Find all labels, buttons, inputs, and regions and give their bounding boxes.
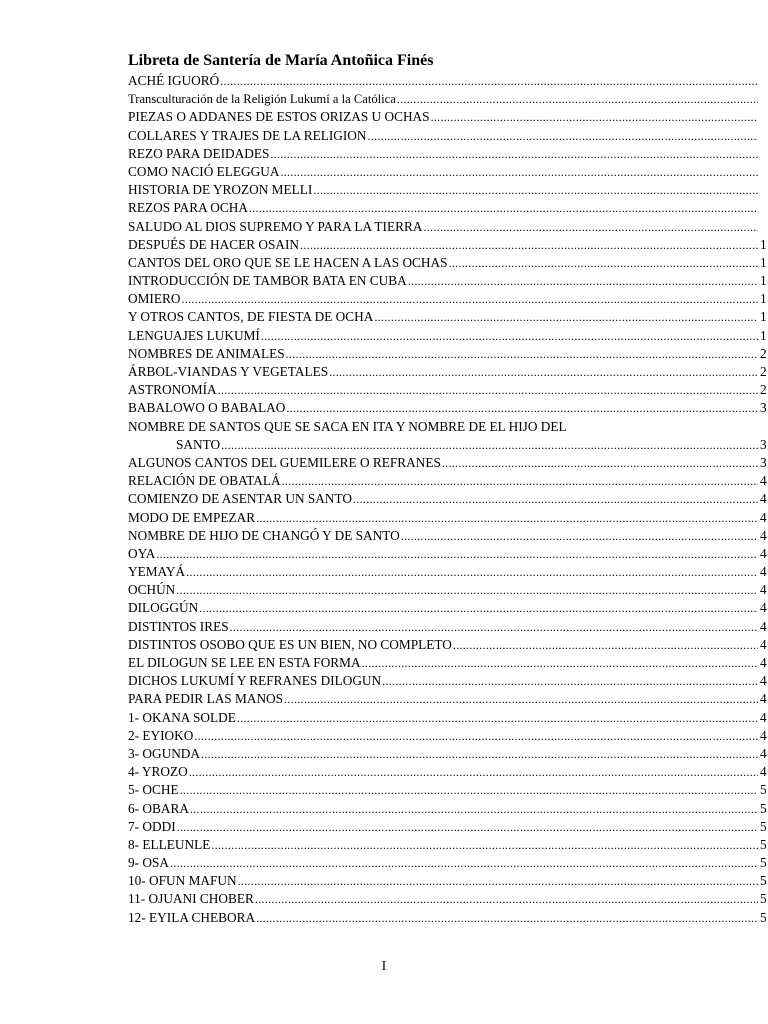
toc-entry-label: NOMBRE DE HIJO DE CHANGÓ Y DE SANTO (128, 527, 400, 543)
dot-leader (156, 545, 758, 563)
toc-page-number: 4 (760, 582, 767, 598)
toc-entry (128, 272, 768, 290)
toc-page-number: 4 (760, 727, 767, 743)
toc-entry-label: REZO PARA DEIDADES (128, 145, 270, 161)
toc-entry-label: DISTINTOS IRES (128, 618, 229, 634)
dot-leader (218, 381, 758, 399)
toc-entry-label: DISTINTOS OSOBO QUE ES UN BIEN, NO COMPLETO (128, 636, 452, 652)
toc-entry-label-continued: SANTO (176, 436, 221, 452)
toc-entry (128, 890, 768, 908)
toc-entry (128, 327, 768, 345)
toc-page-number: 4 (760, 545, 767, 561)
toc-entry (128, 381, 768, 399)
toc-entry (128, 236, 768, 254)
dot-leader (397, 90, 758, 108)
dot-leader (238, 872, 758, 890)
dot-leader (453, 636, 758, 654)
toc-entry-label: COMO NACIÓ ELEGGUA (128, 163, 280, 179)
toc-page-number: 5 (760, 855, 767, 871)
dot-leader (280, 163, 758, 181)
toc-page-number: 5 (760, 873, 767, 889)
toc-entry-label: NOMBRES DE ANIMALES (128, 345, 285, 361)
toc-entry (128, 836, 768, 854)
dot-leader (362, 654, 758, 672)
toc-entry-label: ÁRBOL-VIANDAS Y VEGETALES (128, 364, 329, 379)
toc-entry-label: MODO DE EMPEZAR (128, 509, 256, 525)
dot-leader (374, 308, 758, 326)
dot-leader (286, 345, 758, 363)
toc-page-number: 4 (760, 600, 767, 616)
toc-page-number: 5 (760, 891, 767, 907)
dot-leader (176, 581, 758, 599)
toc-entry (128, 872, 768, 890)
dot-leader (230, 618, 758, 636)
toc-page-number: 1 (760, 309, 767, 325)
table-of-contents (128, 72, 768, 927)
toc-entry-label: OCHÚN (128, 582, 176, 598)
toc-entry (128, 672, 768, 690)
toc-page-number: 2 (760, 364, 767, 379)
dot-leader (423, 218, 758, 236)
dot-leader (201, 745, 758, 763)
document-page (128, 52, 768, 927)
dot-leader (313, 181, 758, 199)
dot-leader (186, 563, 758, 581)
toc-entry (128, 781, 768, 799)
dot-leader (199, 599, 758, 617)
dot-leader (189, 763, 758, 781)
toc-entry-label: OYA (128, 545, 156, 561)
toc-page-number: 4 (760, 636, 767, 652)
toc-page-number: 2 (760, 382, 767, 398)
toc-entry (128, 599, 768, 617)
toc-page-number: 5 (760, 818, 767, 834)
toc-entry (128, 800, 768, 818)
toc-entry-label: 12- EYILA CHEBORA (128, 909, 256, 925)
toc-page-number: 1 (760, 291, 767, 307)
toc-entry-label: 10- OFUN MAFUN (128, 873, 237, 889)
toc-entry-label: INTRODUCCIÓN DE TAMBOR BATA EN CUBA (128, 273, 407, 289)
dot-leader (256, 909, 758, 927)
toc-entry (128, 563, 768, 581)
toc-entry-label: YEMAYÁ (128, 564, 186, 580)
toc-entry-label: EL DILOGUN SE LEE EN ESTA FORMA (128, 655, 361, 671)
toc-entry-label: COLLARES Y TRAJES DE LA RELIGION (128, 127, 367, 143)
toc-entry (128, 490, 768, 508)
dot-leader (401, 527, 758, 545)
toc-entry (128, 345, 768, 363)
toc-entry-label: 8- ELLEUNLE (128, 836, 211, 852)
toc-page-number: 4 (760, 473, 767, 489)
dot-leader (382, 672, 758, 690)
dot-leader (221, 436, 758, 454)
toc-page-number: 4 (760, 491, 767, 507)
toc-entry-label: LENGUAJES LUKUMÍ (128, 327, 260, 343)
toc-entry (128, 163, 768, 181)
dot-leader (181, 290, 758, 308)
toc-entry (128, 745, 768, 763)
dot-leader (284, 690, 758, 708)
toc-page-number: 5 (760, 800, 767, 816)
toc-entry-label: NOMBRE DE SANTOS QUE SE SACA EN ITA Y NOMBRE DE EL HIJO DEL (128, 418, 567, 434)
toc-page-number: 3 (760, 436, 767, 452)
toc-entry (128, 709, 768, 727)
toc-page-number: 1 (760, 254, 767, 270)
toc-entry-label: CANTOS DEL ORO QUE SE LE HACEN A LAS OCHAS (128, 254, 448, 270)
toc-entry (128, 527, 768, 545)
toc-page-number: 4 (760, 509, 767, 525)
toc-entry (128, 636, 768, 654)
dot-leader (270, 145, 758, 163)
toc-entry-label: COMIENZO DE ASENTAR UN SANTO (128, 491, 353, 507)
toc-page-number: 3 (760, 400, 767, 416)
dot-leader (180, 781, 758, 799)
toc-page-number: 4 (760, 745, 767, 761)
dot-leader (190, 800, 758, 818)
toc-page-number: 5 (760, 836, 767, 852)
toc-page-number: 2 (760, 345, 767, 361)
dot-leader (408, 272, 758, 290)
toc-entry (128, 399, 768, 417)
toc-page-number: 4 (760, 527, 767, 543)
toc-page-number: 1 (760, 236, 767, 252)
toc-entry-label: 4- YROZO (128, 764, 188, 780)
toc-entry (128, 218, 768, 236)
toc-entry-label: PARA PEDIR LAS MANOS (128, 691, 284, 707)
dot-leader (256, 509, 758, 527)
toc-entry (128, 199, 768, 217)
toc-page-number: 1 (760, 327, 767, 343)
dot-leader (261, 327, 758, 345)
dot-leader (255, 890, 758, 908)
toc-entry-label: 5- OCHE (128, 782, 179, 798)
toc-entry-label: ALGUNOS CANTOS DEL GUEMILERE O REFRANES (128, 454, 441, 470)
toc-entry-label: 11- OJUANI CHOBER (128, 891, 254, 907)
toc-entry-label: DESPUÉS DE HACER OSAIN (128, 236, 300, 252)
toc-entry-label: RELACIÓN DE OBATALÁ (128, 473, 281, 489)
toc-entry (128, 181, 768, 199)
toc-entry-label: 3- OGUNDA (128, 745, 201, 761)
toc-page-number: 4 (760, 673, 767, 689)
dot-leader (194, 727, 758, 745)
dot-leader (431, 108, 758, 126)
dot-leader (286, 399, 758, 417)
toc-page-number: 4 (760, 618, 767, 634)
toc-page-number: 4 (760, 764, 767, 780)
toc-entry (128, 581, 768, 599)
toc-entry (128, 290, 768, 308)
toc-entry-label: HISTORIA DE YROZON MELLI (128, 182, 313, 198)
toc-entry (128, 145, 768, 163)
toc-entry (128, 763, 768, 781)
toc-entry-label: REZOS PARA OCHA (128, 200, 248, 216)
toc-page-number: 5 (760, 909, 767, 925)
toc-entry-label: DICHOS LUKUMÍ Y REFRANES DILOGUN (128, 673, 382, 689)
toc-entry-label: 7- ODDI (128, 818, 176, 834)
toc-entry-label: OMIERO (128, 291, 181, 307)
dot-leader (237, 709, 758, 727)
toc-entry-label: DILOGGÚN (128, 600, 199, 616)
dot-leader (367, 127, 758, 145)
toc-entry-label: ACHÉ IGUORÓ (128, 73, 220, 88)
toc-page-number: 4 (760, 564, 767, 580)
dot-leader (211, 836, 758, 854)
toc-page-number: 4 (760, 691, 767, 707)
toc-entry (128, 472, 768, 490)
toc-entry (128, 854, 768, 872)
toc-page-number: 1 (760, 273, 767, 289)
toc-entry-label: 1- OKANA SOLDE (128, 709, 236, 725)
toc-entry (128, 308, 768, 326)
toc-entry (128, 654, 768, 672)
toc-entry (128, 909, 768, 927)
page-number: I (381, 958, 387, 973)
toc-entry (128, 727, 768, 745)
toc-entry (128, 818, 768, 836)
dot-leader (177, 818, 758, 836)
toc-entry (128, 545, 768, 563)
toc-entry-label: 2- EYIOKO (128, 727, 194, 743)
toc-entry (128, 363, 768, 381)
toc-entry-label: SALUDO AL DIOS SUPREMO Y PARA LA TIERRA (128, 218, 423, 234)
dot-leader (353, 490, 758, 508)
toc-entry (128, 454, 768, 472)
document-title: Libreta de Santería de María Antoñica Finés (128, 52, 434, 69)
toc-entry-label: 9- OSA (128, 855, 170, 871)
toc-entry-label: 6- OBARA (128, 800, 189, 816)
dot-leader (442, 454, 758, 472)
toc-entry (128, 72, 768, 90)
toc-entry-continuation (128, 436, 768, 454)
toc-page-number: 3 (760, 454, 767, 470)
toc-entry-label: BABALOWO O BABALAO (128, 400, 286, 416)
toc-entry (128, 509, 768, 527)
toc-entry (128, 127, 768, 145)
toc-entry (128, 618, 768, 636)
dot-leader (449, 254, 758, 272)
dot-leader (249, 199, 758, 217)
toc-entry-label: ASTRONOMÍA (128, 382, 217, 398)
dot-leader (170, 854, 758, 872)
toc-entry-label: Transculturación de la Religión Lukumí a la Católica (128, 92, 396, 107)
dot-leader (220, 72, 758, 90)
toc-page-number: 4 (760, 655, 767, 671)
toc-entry (128, 108, 768, 126)
toc-entry (128, 418, 768, 454)
dot-leader (329, 363, 758, 381)
toc-entry-label: Y OTROS CANTOS, DE FIESTA DE OCHA (128, 309, 374, 325)
dot-leader (300, 236, 758, 254)
toc-entry (128, 90, 768, 108)
dot-leader (282, 472, 758, 490)
toc-entry (128, 254, 768, 272)
toc-page-number: 5 (760, 782, 767, 798)
toc-page-number: 4 (760, 709, 767, 725)
toc-entry (128, 690, 768, 708)
toc-entry-label: PIEZAS O ADDANES DE ESTOS ORIZAS U OCHAS (128, 109, 430, 125)
